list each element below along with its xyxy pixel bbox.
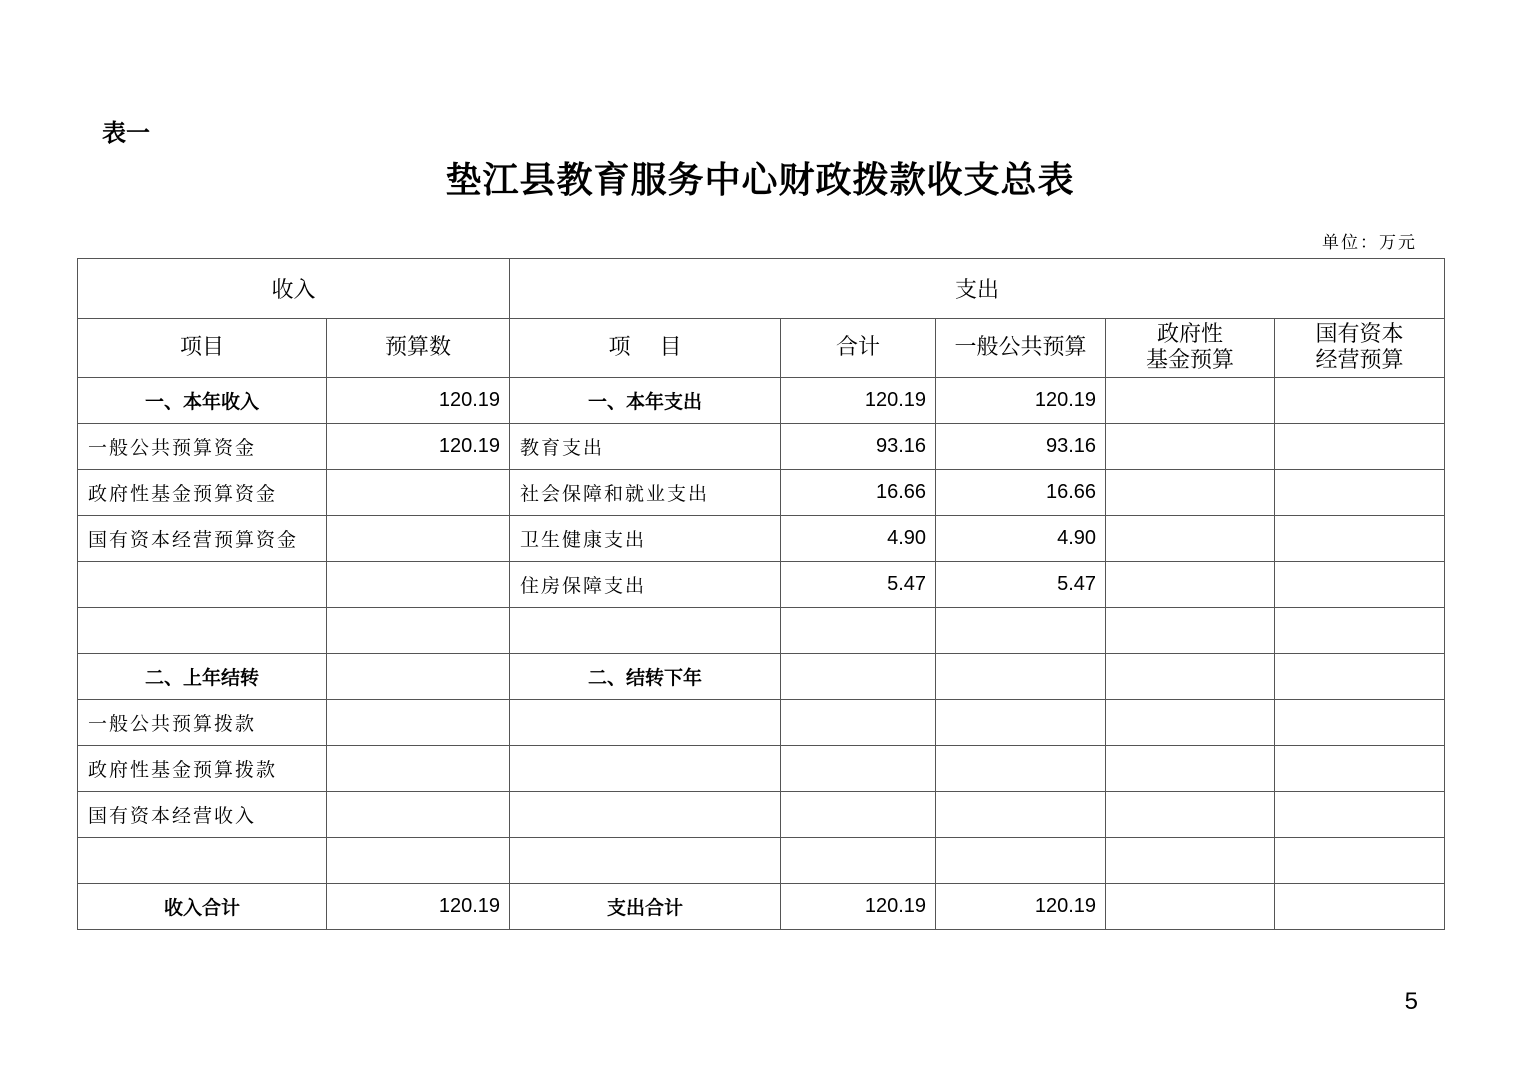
income-item-cell: 国有资本经营收入: [78, 792, 327, 838]
state-capital-cell: [1275, 838, 1445, 884]
fund-budget-cell: [1106, 516, 1275, 562]
total-cell: [781, 608, 936, 654]
total-cell: 120.19: [781, 884, 936, 930]
fund-budget-cell: [1106, 792, 1275, 838]
total-cell: [781, 654, 936, 700]
income-item-cell: 一般公共预算资金: [78, 424, 327, 470]
state-capital-cell: [1275, 746, 1445, 792]
col-state-capital-budget: 国有资本 经营预算: [1275, 319, 1445, 378]
expense-item-cell: 教育支出: [510, 424, 781, 470]
income-item-cell: [78, 608, 327, 654]
general-budget-cell: [936, 654, 1106, 700]
table-label: 表一: [102, 119, 150, 147]
income-value-cell: [327, 470, 510, 516]
fund-budget-cell: [1106, 654, 1275, 700]
state-capital-cell: [1275, 562, 1445, 608]
page-number: 5: [1404, 988, 1418, 1015]
state-capital-cell: [1275, 884, 1445, 930]
income-value-cell: [327, 746, 510, 792]
col-total: 合计: [781, 319, 936, 378]
expense-item-cell: 卫生健康支出: [510, 516, 781, 562]
expense-item-cell: 二、结转下年: [510, 654, 781, 700]
expense-item-cell: 社会保障和就业支出: [510, 470, 781, 516]
unit-label: 单位：万元: [1322, 233, 1417, 253]
fund-budget-cell: [1106, 378, 1275, 424]
fund-budget-cell: [1106, 884, 1275, 930]
total-cell: 16.66: [781, 470, 936, 516]
fund-budget-cell: [1106, 838, 1275, 884]
general-budget-cell: [936, 608, 1106, 654]
state-capital-cell: [1275, 700, 1445, 746]
fund-budget-cell: [1106, 562, 1275, 608]
expense-item-cell: 住房保障支出: [510, 562, 781, 608]
page-title: 垫江县教育服务中心财政拨款收支总表: [445, 159, 1075, 201]
col-budget: 预算数: [327, 319, 510, 378]
general-budget-cell: [936, 838, 1106, 884]
fund-budget-cell: [1106, 700, 1275, 746]
income-value-cell: 120.19: [327, 378, 510, 424]
general-budget-cell: [936, 700, 1106, 746]
col-general-budget: 一般公共预算: [936, 319, 1106, 378]
table-row: [78, 378, 1445, 424]
expense-item-cell: [510, 700, 781, 746]
table-row: [78, 516, 1445, 562]
fund-budget-cell: [1106, 608, 1275, 654]
table-row: [78, 654, 1445, 700]
table-row: [78, 700, 1445, 746]
income-value-cell: [327, 562, 510, 608]
fund-budget-cell: [1106, 424, 1275, 470]
table-row: [78, 884, 1445, 930]
income-value-cell: [327, 608, 510, 654]
income-item-cell: 国有资本经营预算资金: [78, 516, 327, 562]
income-item-cell: 二、上年结转: [78, 654, 327, 700]
income-value-cell: [327, 516, 510, 562]
general-budget-cell: 16.66: [936, 470, 1106, 516]
col-expense-item: 项 目: [510, 319, 781, 378]
income-header: 收入: [78, 259, 510, 319]
total-cell: 4.90: [781, 516, 936, 562]
general-budget-cell: 93.16: [936, 424, 1106, 470]
expense-item-cell: [510, 838, 781, 884]
table-row: [78, 562, 1445, 608]
table-row: [78, 838, 1445, 884]
general-budget-cell: [936, 792, 1106, 838]
income-value-cell: 120.19: [327, 884, 510, 930]
state-capital-cell: [1275, 608, 1445, 654]
expense-header: 支出: [510, 259, 1445, 319]
col-fund-budget: 政府性 基金预算: [1106, 319, 1275, 378]
expense-item-cell: [510, 792, 781, 838]
total-cell: 5.47: [781, 562, 936, 608]
income-value-cell: 120.19: [327, 424, 510, 470]
income-item-cell: 政府性基金预算资金: [78, 470, 327, 516]
general-budget-cell: 5.47: [936, 562, 1106, 608]
income-item-cell: 一般公共预算拨款: [78, 700, 327, 746]
income-item-cell: 政府性基金预算拨款: [78, 746, 327, 792]
income-item-cell: 收入合计: [78, 884, 327, 930]
income-value-cell: [327, 838, 510, 884]
table-row: [78, 608, 1445, 654]
total-cell: 120.19: [781, 378, 936, 424]
total-cell: [781, 838, 936, 884]
fund-budget-cell: [1106, 746, 1275, 792]
income-item-cell: 一、本年收入: [78, 378, 327, 424]
state-capital-cell: [1275, 654, 1445, 700]
expense-item-cell: 一、本年支出: [510, 378, 781, 424]
income-value-cell: [327, 700, 510, 746]
general-budget-cell: [936, 746, 1106, 792]
col-income-item: 项目: [78, 319, 327, 378]
income-item-cell: [78, 562, 327, 608]
state-capital-cell: [1275, 470, 1445, 516]
table-row: [78, 424, 1445, 470]
state-capital-cell: [1275, 378, 1445, 424]
total-cell: 93.16: [781, 424, 936, 470]
state-capital-cell: [1275, 516, 1445, 562]
state-capital-cell: [1275, 792, 1445, 838]
income-value-cell: [327, 654, 510, 700]
fund-budget-cell: [1106, 470, 1275, 516]
general-budget-cell: 120.19: [936, 884, 1106, 930]
expense-item-cell: [510, 608, 781, 654]
total-cell: [781, 746, 936, 792]
expense-item-cell: [510, 746, 781, 792]
state-capital-cell: [1275, 424, 1445, 470]
expense-item-cell: 支出合计: [510, 884, 781, 930]
total-cell: [781, 700, 936, 746]
total-cell: [781, 792, 936, 838]
table-row: [78, 470, 1445, 516]
income-value-cell: [327, 792, 510, 838]
budget-table: [77, 258, 1445, 930]
table-row: [78, 792, 1445, 838]
general-budget-cell: 4.90: [936, 516, 1106, 562]
general-budget-cell: 120.19: [936, 378, 1106, 424]
table-row: [78, 746, 1445, 792]
income-item-cell: [78, 838, 327, 884]
